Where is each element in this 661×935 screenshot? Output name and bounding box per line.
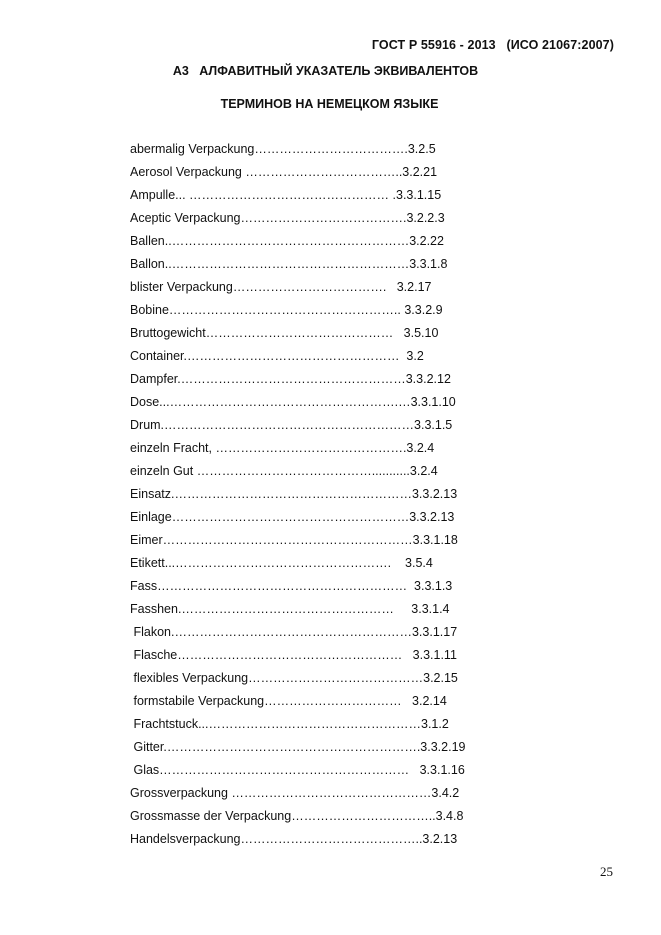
section-title: А3 АЛФАВИТНЫЙ УКАЗАТЕЛЬ ЭКВИВАЛЕНТОВ [172,64,479,78]
index-entry: Aceptic Verpackung………………………………….3.2.2.3 [130,211,445,225]
index-entry: Flakon.…………………………………………………3.3.1.17 [130,625,458,639]
index-entry: blister Verpackung………………………………. 3.2.17 [130,280,432,294]
index-entry: einzeln Gut ……………………………………...........3.2.4 [130,464,438,478]
term-index-list [130,138,520,851]
index-entry: Glas…………………………………………………… 3.3.1.16 [130,763,465,777]
index-entry: Eimer……………………………………………………3.3.1.18 [130,533,458,547]
index-entry: Dampfer.………………………………………………3.3.2.12 [130,372,451,386]
index-entry: Gitter.…………………………………………………….3.3.2.19 [130,740,466,754]
index-entry: Etikett...……………………………………………. 3.5.4 [130,556,433,570]
index-entry: Bruttogewicht……………………………………… 3.5.10 [130,326,439,340]
index-entry: formstabile Verpackung…………………………… 3.2.14 [130,694,447,708]
index-entry: flexibles Verpackung……………………………………3.2.15 [130,671,458,685]
index-entry: Einlage…………………………………………………3.3.2.13 [130,510,455,524]
index-entry: Frachtstuck...……………………………………………3.1.2 [130,717,449,731]
page-number: 25 [600,864,613,879]
index-entry: Grossverpackung …………………………………………3.4.2 [130,786,460,800]
index-entry: einzeln Fracht, ……………………………………….3.2.4 [130,441,435,455]
index-entry: Grossmasse der Verpackung……………………………..3.4.8 [130,809,464,823]
index-entry: Ballen..…………………………………………………3.2.22 [130,234,444,248]
index-entry: Aerosol Verpackung ………………………………..3.2.21 [130,165,438,179]
index-entry: Handelsverpackung……………………………………..3.2.13 [130,832,458,846]
index-entry: Container.…………………………………………… 3.2 [130,349,424,363]
index-entry: Flasche……………………………………………… 3.3.1.11 [130,648,457,662]
index-entry: Ampulle... ………………………………………… .3.3.1.15 [130,188,442,202]
index-entry: Ballon..…………………………………………………3.3.1.8 [130,257,448,271]
index-entry: Fasshen.…………………………………………… 3.3.1.4 [130,602,450,616]
index-entry: Drum.……………………………………………………3.3.1.5 [130,418,453,432]
index-entry: Einsatz.…………………………………………………3.3.2.13 [130,487,458,501]
index-entry: abermalig Verpackung……………………………….3.2.5 [130,142,436,156]
section-subtitle: ТЕРМИНОВ НА НЕМЕЦКОМ ЯЗЫКЕ [220,97,439,111]
index-entry: Bobine……………………………………………….. 3.3.2.9 [130,303,443,317]
document-header-standard: ГОСТ Р 55916 - 2013 (ИСО 21067:2007) [371,38,614,52]
index-entry: Fass…………………………………………………… 3.3.1.3 [130,579,453,593]
index-entry: Dose...……………………………………………….…3.3.1.10 [130,395,456,409]
